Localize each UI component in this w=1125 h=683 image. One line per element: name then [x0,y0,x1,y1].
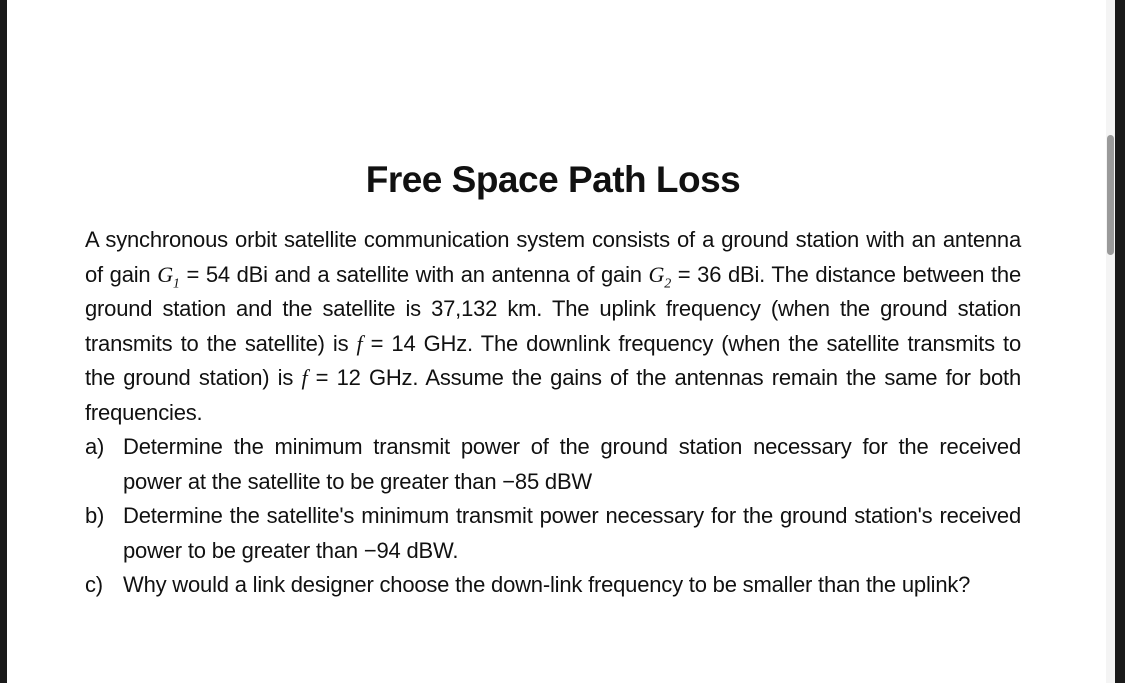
window-left-edge [0,0,7,683]
problem-statement [85,223,1021,430]
gain-g2-symbol: G [648,261,665,287]
question-item-b [85,499,1021,568]
page-title: Free Space Path Loss [365,159,741,200]
question-text: Determine the satellite's minimum transmit power necessary for the ground station's received power to be greater than −94 dBW. [123,503,1021,563]
intro-text-3: = 36 dBi. The distance between the ground station and the satellite is 37,132 km. The uplink frequency (when the ground station transmits to the satellite) is [85,261,1021,356]
question-text: Determine the minimum transmit power of the ground station necessary for the received power at the satellite to be greater than −85 dBW [123,434,1021,494]
question-marker: c) [85,572,103,597]
question-item-c [85,568,1021,603]
downlink-frequency-symbol: f [301,365,308,390]
intro-text-2: = 54 dBi and a satellite with an antenna of gain [179,261,649,287]
gain-g2-subscript: 2 [664,275,672,291]
question-item-a [85,430,1021,499]
intro-text-4: = 14 GHz. The downlink frequency (when the satellite transmits to the ground station) is [85,330,1021,390]
document-page [85,158,1021,603]
scrollbar-track[interactable] [1106,0,1115,683]
intro-text-1: A synchronous orbit satellite communication system consists of a ground station with an antenna of gain [85,227,1021,287]
gain-g1-symbol: G [157,261,173,287]
question-marker: b) [85,503,105,528]
gain-g1-subscript: 1 [172,275,180,291]
question-text: Why would a link designer choose the down-link frequency to be smaller than the uplink? [123,572,971,597]
question-marker: a) [85,434,105,459]
uplink-frequency-symbol: f [356,330,363,356]
question-list [85,430,1021,603]
scrollbar-thumb[interactable] [1107,135,1114,255]
window-right-edge [1115,0,1125,683]
intro-text-5: = 12 GHz. Assume the gains of the antennas remain the same for both frequencies. [85,365,1022,425]
